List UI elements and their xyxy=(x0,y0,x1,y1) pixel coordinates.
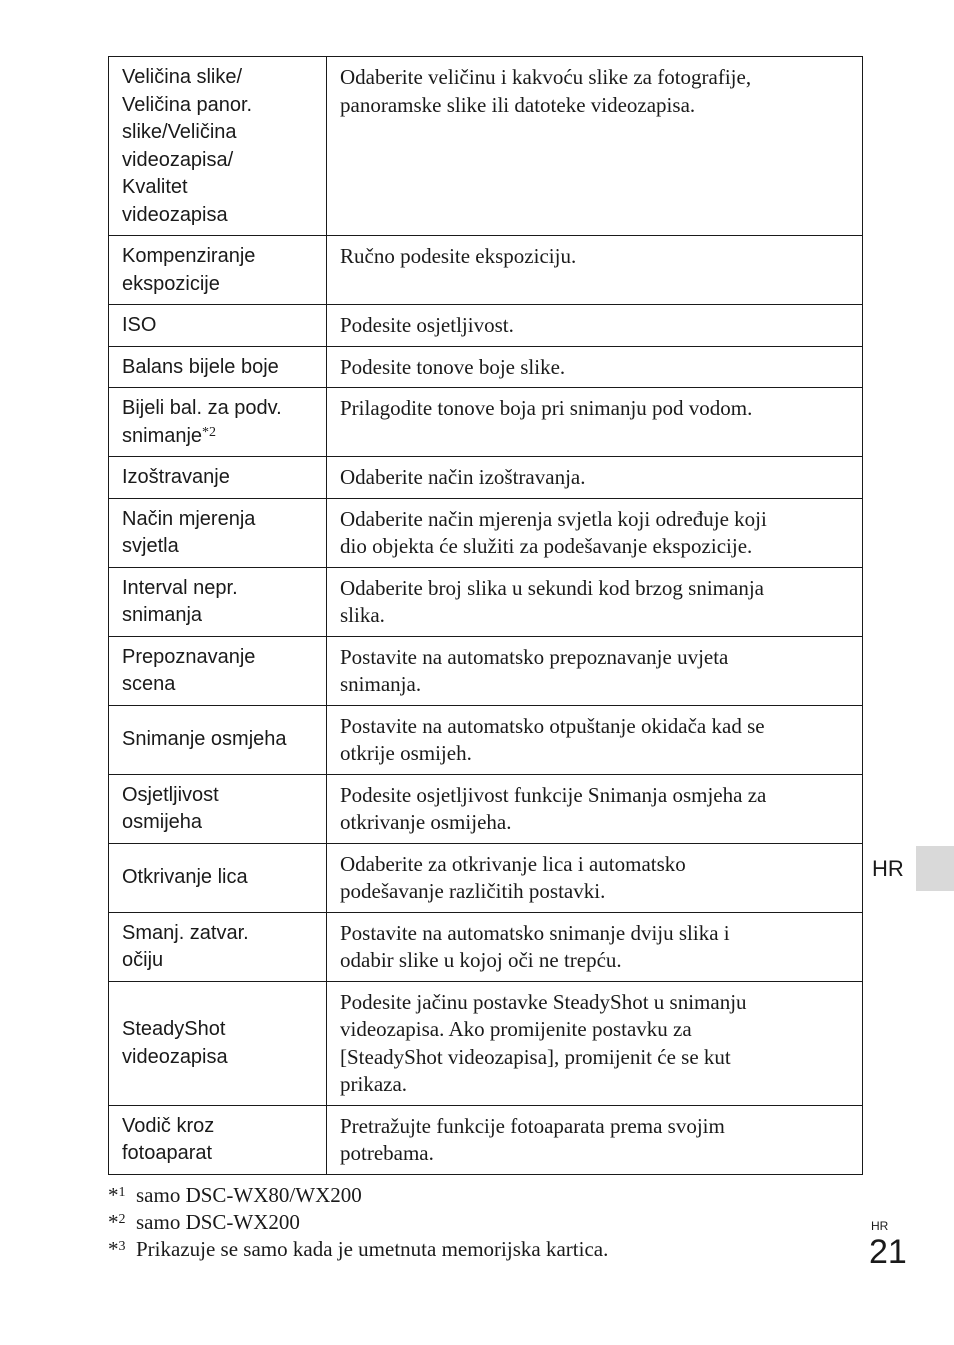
table-row xyxy=(109,236,863,305)
setting-description xyxy=(327,912,863,981)
setting-description-text: Odaberite broj slika u sekundi kod brzog snimanja slika. xyxy=(340,575,764,627)
settings-table xyxy=(108,56,863,1175)
setting-name xyxy=(109,305,327,347)
setting-description-text: Podesite jačinu postavke SteadyShot u snimanju videozapisa. Ako promijenite postavku za [SteadyShot videozapisa], promijenit će se kut prikaza. xyxy=(340,989,747,1096)
side-language-tab xyxy=(916,846,954,891)
side-language-label: HR xyxy=(872,856,904,881)
footnote-ref: *2 xyxy=(202,424,217,440)
table-row xyxy=(109,636,863,705)
setting-name xyxy=(109,774,327,843)
setting-name xyxy=(109,567,327,636)
setting-name xyxy=(109,981,327,1105)
footnote-asterisk: * xyxy=(108,1210,119,1234)
table-row xyxy=(109,843,863,912)
setting-description-text: Ručno podesite ekspoziciju. xyxy=(340,244,577,268)
footnote-asterisk: * xyxy=(108,1183,119,1207)
setting-description xyxy=(327,457,863,499)
setting-name-text: SteadyShot videozapisa xyxy=(122,1018,228,1068)
setting-description-text: Odaberite način izoštravanja. xyxy=(340,465,586,489)
setting-description xyxy=(327,57,863,236)
setting-description-text: Postavite na automatsko snimanje dviju slika i odabir slike u kojoj oči ne trepću. xyxy=(340,920,730,972)
setting-description-text: Postavite na automatsko prepoznavanje uvjeta snimanja. xyxy=(340,644,729,696)
setting-description xyxy=(327,705,863,774)
table-row xyxy=(109,57,863,236)
setting-name-text: Interval nepr. snimanja xyxy=(122,576,238,626)
setting-name xyxy=(109,1105,327,1174)
settings-table-body xyxy=(109,57,863,1175)
setting-name-text: Smanj. zatvar. očiju xyxy=(122,921,249,971)
setting-name xyxy=(109,636,327,705)
setting-name-text: Otkrivanje lica xyxy=(122,866,248,889)
setting-description xyxy=(327,636,863,705)
setting-description xyxy=(327,236,863,305)
footnotes xyxy=(108,1182,608,1263)
setting-description xyxy=(327,305,863,347)
setting-description xyxy=(327,981,863,1105)
footnote-number: 2 xyxy=(118,1212,126,1227)
setting-description-text: Odaberite način mjerenja svjetla koji određuje koji dio objekta će služiti za podešavanje ekspozicije. xyxy=(340,506,767,558)
setting-description-text: Odaberite veličinu i kakvoću slike za fotografije, panoramske slike ili datoteke videozapisa. xyxy=(340,65,752,117)
footnote-number: 3 xyxy=(118,1239,126,1254)
setting-description-text: Odaberite za otkrivanje lica i automatsko podešavanje različitih postavki. xyxy=(340,851,686,903)
setting-name-text: Balans bijele boje xyxy=(122,355,279,378)
setting-description xyxy=(327,498,863,567)
setting-description-text: Podesite osjetljivost funkcije Snimanja osmjeha za otkrivanje osmijeha. xyxy=(340,782,767,834)
setting-description-text: Prilagodite tonove boja pri snimanju pod vodom. xyxy=(340,396,753,420)
setting-name-text: Vodič kroz fotoaparat xyxy=(122,1114,215,1164)
table-row xyxy=(109,912,863,981)
setting-name xyxy=(109,498,327,567)
table-row xyxy=(109,498,863,567)
setting-name-text: ISO xyxy=(122,314,157,336)
setting-name xyxy=(109,843,327,912)
setting-description-text: Podesite tonove boje slike. xyxy=(340,354,566,379)
footnote-mark xyxy=(108,1236,136,1263)
setting-description xyxy=(327,567,863,636)
table-row xyxy=(109,567,863,636)
setting-name-text: Prepoznavanje scena xyxy=(122,645,256,695)
setting-description xyxy=(327,388,863,457)
page-number: 21 xyxy=(869,1233,907,1271)
setting-name-text: Način mjerenja svjetla xyxy=(122,507,256,557)
table-row xyxy=(109,981,863,1105)
setting-name xyxy=(109,346,327,388)
footnote-text: samo DSC-WX200 xyxy=(136,1210,300,1234)
setting-description xyxy=(327,774,863,843)
setting-name xyxy=(109,236,327,305)
setting-name-text: Bijeli bal. za podv. snimanje xyxy=(122,397,282,447)
table-row xyxy=(109,1105,863,1174)
footnote xyxy=(108,1236,608,1263)
setting-name xyxy=(109,705,327,774)
setting-name xyxy=(109,388,327,457)
setting-name xyxy=(109,912,327,981)
setting-name-text: Kompenziranje ekspozicije xyxy=(122,245,256,295)
table-row xyxy=(109,388,863,457)
footnote-text: samo DSC-WX80/WX200 xyxy=(136,1183,362,1207)
setting-description-text: Pretražujte funkcije fotoaparata prema svojim potrebama. xyxy=(340,1113,725,1165)
setting-name-text: Veličina slike/ Veličina panor. slike/Veličina videozapisa/ Kvalitet videozapisa xyxy=(122,66,253,226)
setting-name-text: Osjetljivost osmijeha xyxy=(122,783,219,833)
setting-description xyxy=(327,843,863,912)
footnote-asterisk: * xyxy=(108,1237,119,1261)
footnote-text: Prikazuje se samo kada je umetnuta memorijska kartica. xyxy=(136,1237,609,1261)
setting-name xyxy=(109,457,327,499)
footnote-mark xyxy=(108,1209,136,1236)
footnote xyxy=(108,1209,608,1236)
setting-name-text: Snimanje osmjeha xyxy=(122,728,287,751)
table-row xyxy=(109,305,863,347)
footnote xyxy=(108,1182,608,1209)
table-row xyxy=(109,774,863,843)
table-row xyxy=(109,457,863,499)
page-language-code: HR xyxy=(871,1219,889,1233)
setting-description xyxy=(327,346,863,388)
setting-description xyxy=(327,1105,863,1174)
footnote-number: 1 xyxy=(118,1185,126,1200)
setting-name xyxy=(109,57,327,236)
setting-description-text: Postavite na automatsko otpuštanje okidača kad se otkrije osmijeh. xyxy=(340,713,765,765)
setting-description-text: Podesite osjetljivost. xyxy=(340,313,514,337)
setting-name-text: Izoštravanje xyxy=(122,466,230,488)
table-row xyxy=(109,346,863,388)
table-row xyxy=(109,705,863,774)
footnote-mark xyxy=(108,1182,136,1209)
